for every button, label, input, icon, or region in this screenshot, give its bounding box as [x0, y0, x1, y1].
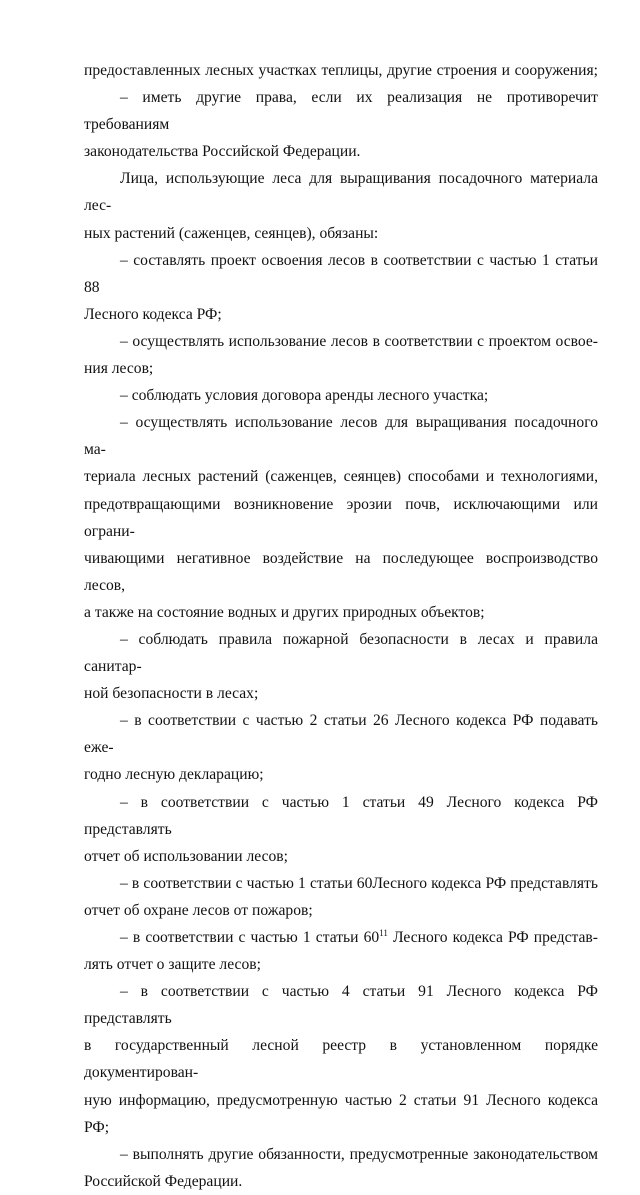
- superscript-index: 11: [379, 927, 388, 938]
- text-line-content: предоставленных лесных участках теплицы, другие строения и сооружения;: [84, 62, 598, 79]
- text-line: [84, 680, 598, 707]
- text-line: [84, 897, 598, 924]
- text-line-content: – составлять проект освоения лесов в соответствии с частью 1 статьи 88: [84, 251, 598, 296]
- text-line: [84, 789, 598, 843]
- text-line-content: – в соответствии с частью 1 статьи 60: [120, 929, 380, 946]
- text-line-content: предотвращающими возникновение эрозии почв, исключающими или ограни-: [84, 495, 598, 540]
- text-line-content: а также на состояние водных и других природных объектов;: [84, 603, 485, 621]
- text-line: [84, 247, 598, 301]
- text-line-content: – в соответствии с частью 1 статьи 49 Лесного кодекса РФ представлять: [84, 793, 598, 838]
- text-line-continuation: Лесного кодекса РФ представ-: [387, 929, 598, 946]
- text-line-content: – в соответствии с частью 1 статьи 60Лесного кодекса РФ представлять: [120, 874, 598, 892]
- text-line-content: териала лесных растений (саженцев, сеянцев) способами и технологиями,: [84, 468, 598, 486]
- text-line: [84, 1168, 598, 1195]
- text-line: [84, 924, 598, 951]
- text-line-content: – в соответствии с частью 2 статьи 26 Лесного кодекса РФ подавать еже-: [84, 712, 598, 757]
- text-line: [84, 463, 598, 490]
- text-line: [84, 761, 598, 788]
- text-line-content: в государственный лесной реестр в установленном порядке документирован-: [84, 1037, 598, 1082]
- text-line: [84, 165, 598, 219]
- text-line: [84, 57, 598, 84]
- text-line: [84, 626, 598, 680]
- text-line-content: Лица, использующие леса для выращивания посадочного материала лес-: [84, 170, 598, 215]
- text-line-content: отчет об использовании лесов;: [84, 847, 288, 865]
- text-line-content: лять отчет о защите лесов;: [84, 956, 261, 974]
- text-line-content: Российской Федерации.: [84, 1172, 243, 1190]
- text-line-content: – осуществлять использование лесов для выращивания посадочного ма-: [84, 414, 598, 459]
- text-line-content: – выполнять другие обязанности, предусмотренные законодательством: [120, 1145, 598, 1163]
- text-line: [84, 382, 598, 409]
- text-line: [84, 409, 598, 463]
- text-line: [84, 545, 598, 599]
- text-line-content: отчет об охране лесов от пожаров;: [84, 901, 313, 919]
- text-line: [84, 301, 598, 328]
- text-line: [84, 84, 598, 138]
- text-line-content: – иметь другие права, если их реализация не противоречит требованиям: [84, 89, 598, 134]
- text-line-content: – соблюдать условия договора аренды лесного участка;: [120, 387, 489, 405]
- text-line-content: – соблюдать правила пожарной безопасности в лесах и правила санитар-: [84, 630, 598, 676]
- text-line: [84, 1141, 598, 1168]
- text-line-content: чивающими негативное воздействие на последующее воспроизводство лесов,: [84, 549, 598, 594]
- body-text: [84, 57, 598, 1195]
- text-line-content: ния лесов;: [84, 360, 154, 378]
- text-line-content: ную информацию, предусмотренную частью 2 статьи 91 Лесного кодекса РФ;: [84, 1091, 598, 1136]
- text-line: [84, 491, 598, 545]
- text-line: [84, 1032, 598, 1086]
- text-line: [84, 951, 598, 978]
- text-line-content: – осуществлять использование лесов в соответствии с проектом освое-: [120, 332, 598, 350]
- text-line: [84, 328, 598, 355]
- text-line-content: ных растений (саженцев, сеянцев), обязаны:: [84, 224, 379, 242]
- text-line: [84, 870, 598, 897]
- text-line: [84, 220, 598, 247]
- text-line-content: годно лесную декларацию;: [84, 766, 264, 784]
- text-line-content: Лесного кодекса РФ;: [84, 305, 222, 323]
- text-line-content: законодательства Российской Федерации.: [84, 143, 361, 161]
- text-line-content: ной безопасности в лесах;: [84, 685, 259, 703]
- text-line: [84, 978, 598, 1032]
- text-line: [84, 707, 598, 761]
- text-line: [84, 138, 598, 165]
- text-line: [84, 355, 598, 382]
- text-line: [84, 1087, 598, 1141]
- text-line: [84, 599, 598, 626]
- text-line: [84, 843, 598, 870]
- text-line-content: – в соответствии с частью 4 статьи 91 Лесного кодекса РФ представлять: [84, 983, 598, 1028]
